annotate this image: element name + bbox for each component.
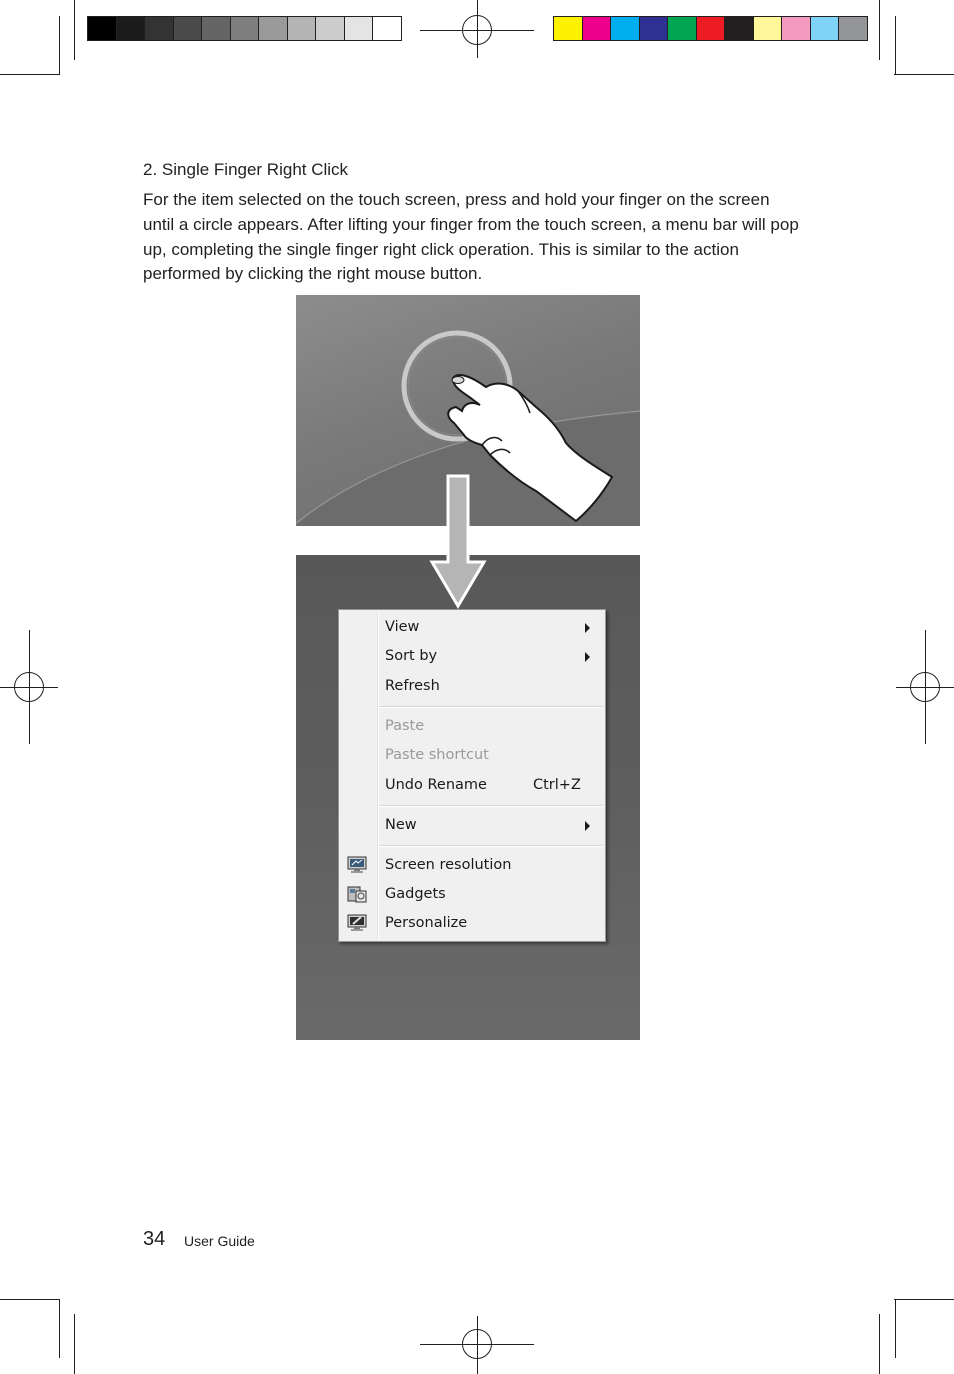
calibration-swatch — [610, 16, 640, 41]
menu-item-view[interactable] — [339, 613, 605, 642]
menu-separator — [379, 845, 603, 847]
menu-item-label: Undo Rename — [385, 777, 487, 793]
menu-item-personalize[interactable] — [339, 909, 605, 938]
menu-item-label: View — [385, 619, 420, 635]
menu-item-label: Paste shortcut — [385, 747, 489, 763]
calibration-swatch — [87, 16, 117, 41]
menu-item-new[interactable] — [339, 811, 605, 840]
calibration-swatch — [810, 16, 840, 41]
menu-item-undo-rename[interactable] — [339, 771, 605, 800]
menu-item-label: Personalize — [385, 915, 468, 931]
menu-separator — [379, 706, 603, 708]
calibration-swatch — [639, 16, 669, 41]
menu-item-label: Screen resolution — [385, 857, 512, 873]
submenu-arrow-icon — [585, 652, 590, 662]
calibration-swatch — [696, 16, 726, 41]
gadgets-icon — [347, 885, 367, 903]
menu-item-label: Paste — [385, 718, 425, 734]
section-title: Single Finger Right Click — [161, 160, 349, 179]
calibration-swatch — [315, 16, 345, 41]
calibration-swatch — [582, 16, 612, 41]
menu-item-sort-by[interactable] — [339, 642, 605, 671]
section-heading — [143, 160, 348, 180]
menu-item-screen-resolution[interactable] — [339, 851, 605, 880]
menu-item-refresh[interactable] — [339, 672, 605, 701]
calibration-swatch — [553, 16, 583, 41]
section-number: 2. — [143, 160, 158, 179]
calibration-swatch — [753, 16, 783, 41]
menu-item-label: Sort by — [385, 648, 438, 664]
section-paragraph: For the item selected on the touch screen, press and hold your finger on the screen until a circle appears. After lifting your finger from the touch screen, a menu bar will pop up, completing the single finger right click operation. This is similar to the action performed by clicking the right mouse button. — [143, 190, 799, 284]
calibration-swatch — [372, 16, 402, 41]
calibration-swatch — [144, 16, 174, 41]
menu-item-gadgets[interactable] — [339, 880, 605, 909]
footer-label: User Guide — [184, 1233, 255, 1249]
calibration-swatch — [781, 16, 811, 41]
menu-item-label: Refresh — [385, 678, 440, 694]
calibration-swatch — [230, 16, 260, 41]
calibration-swatch — [173, 16, 203, 41]
monitor-icon — [347, 856, 367, 874]
context-menu — [338, 609, 606, 942]
menu-item-shortcut: Ctrl+Z — [533, 777, 581, 793]
calibration-swatch — [201, 16, 231, 41]
menu-item-label: New — [385, 817, 417, 833]
menu-item-paste — [339, 712, 605, 741]
personalize-icon — [347, 914, 367, 932]
submenu-arrow-icon — [585, 821, 590, 831]
page-number: 34 — [143, 1228, 166, 1250]
calibration-swatch — [724, 16, 754, 41]
submenu-arrow-icon — [585, 623, 590, 633]
calibration-swatch — [258, 16, 288, 41]
calibration-swatch — [667, 16, 697, 41]
calibration-swatch — [838, 16, 868, 41]
down-arrow-icon — [426, 474, 490, 610]
section-body — [143, 188, 803, 287]
menu-item-label: Gadgets — [385, 886, 446, 902]
calibration-swatch — [116, 16, 146, 41]
menu-item-paste-shortcut — [339, 741, 605, 770]
menu-separator — [379, 805, 603, 807]
calibration-swatch — [344, 16, 374, 41]
calibration-swatch — [287, 16, 317, 41]
